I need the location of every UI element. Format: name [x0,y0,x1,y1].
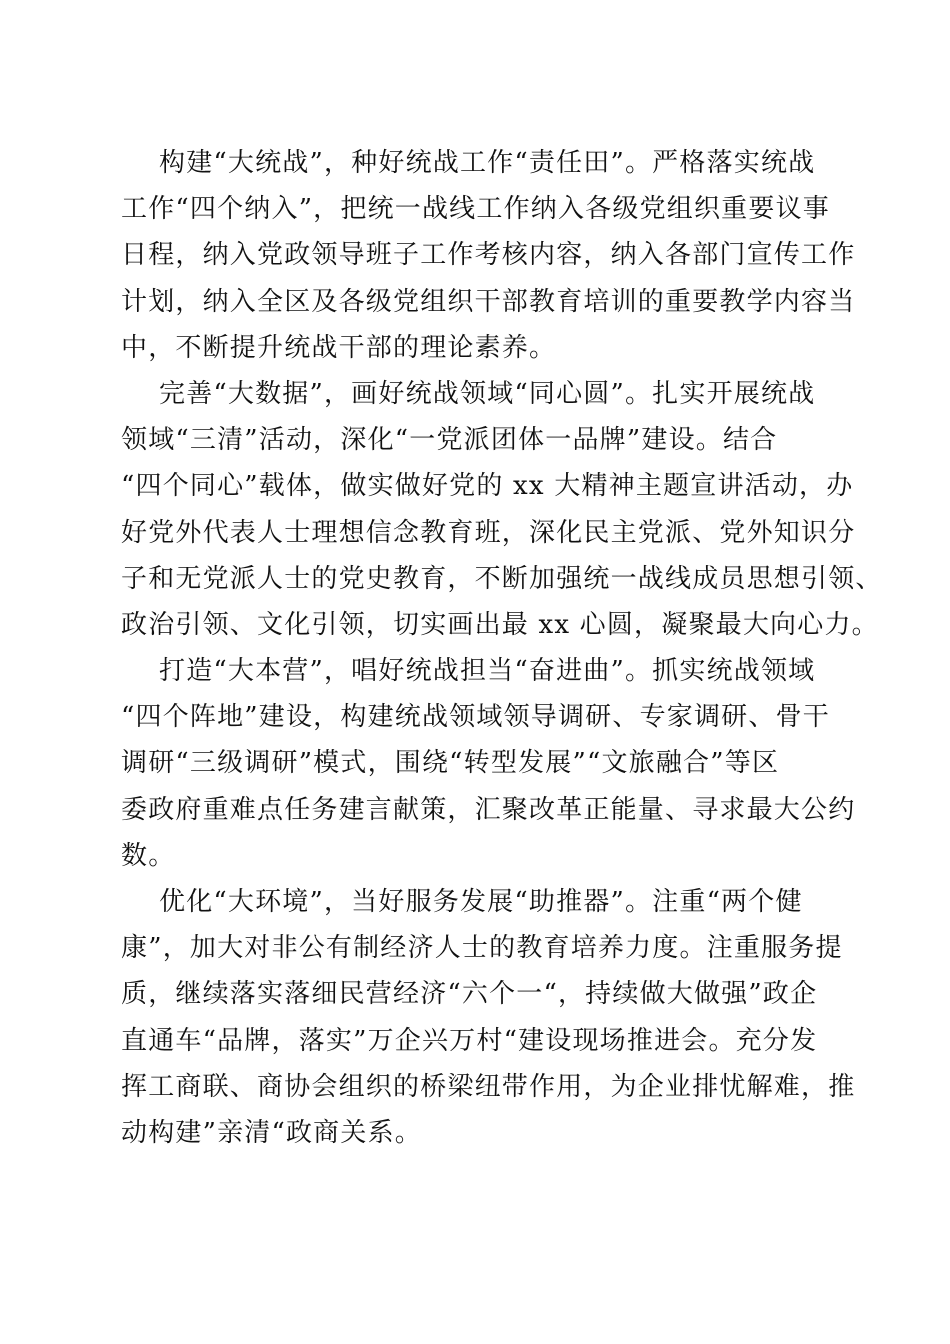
document-body [121,140,883,1156]
text-line: “四个阵地”建设，构建统战领域领导调研、专家调研、骨干 [121,702,830,733]
text-line: 数。 [121,840,176,871]
paragraph-big-data-concentric-circle [121,371,883,648]
text-line: 中，不断提升统战干部的理论素养。 [121,332,557,363]
text-line: 打造“大本营”，唱好统战担当“奋进曲”。抓实统战领域 [159,656,816,687]
text-line: 调研“三级调研”模式，围绕“转型发展”“文旅融合”等区 [121,748,780,779]
text-line: 质，继续落实落细民营经济“六个一“，持续做大做强”政企 [121,979,818,1010]
paragraph-big-environment [121,879,856,1156]
text-line: 好党外代表人士理想信念教育班，深化民主党派、党外知识分 [121,517,856,548]
text-line: “四个同心”载体，做实做好党的 xx 大精神主题宣讲活动，办 [121,471,854,502]
text-line: 日程，纳入党政领导班子工作考核内容，纳入各部门宣传工作 [121,240,856,271]
text-line: 子和无党派人士的党史教育，不断加强统一战线成员思想引领、 [121,563,883,594]
text-line: 挥工商联、商协会组织的桥梁纽带作用，为企业排忧解难，推 [121,1071,856,1102]
text-line: 完善“大数据”，画好统战领域“同心圆”。扎实开展统战 [159,378,816,409]
paragraph-base-camp [121,648,856,879]
text-line: 政治引领、文化引领，切实画出最 xx 心圆，凝聚最大向心力。 [121,609,879,640]
text-line: 直通车“品牌，落实”万企兴万村“建设现场推进会。充分发 [121,1025,818,1056]
text-line: 构建“大统战”，种好统战工作“责任田”。严格落实统战 [159,148,816,178]
text-line: 优化“大环境”，当好服务发展“助推器”。注重“两个健 [159,887,803,917]
text-line: 领域“三清”活动，深化“一党派团体一品牌”建设。结合 [121,425,778,456]
paragraph-united-front-responsibility [121,140,856,371]
text-line: 计划，纳入全区及各级党组织干部教育培训的重要教学内容当 [121,286,856,317]
text-line: 委政府重难点任务建言献策，汇聚改革正能量、寻求最大公约 [121,794,856,825]
text-line: 工作“四个纳入”，把统一战线工作纳入各级党组织重要议事 [121,194,830,225]
text-line: 康”，加大对非公有制经济人士的教育培养力度。注重服务提 [121,933,843,964]
text-line: 动构建”亲清“政商关系。 [121,1117,422,1148]
